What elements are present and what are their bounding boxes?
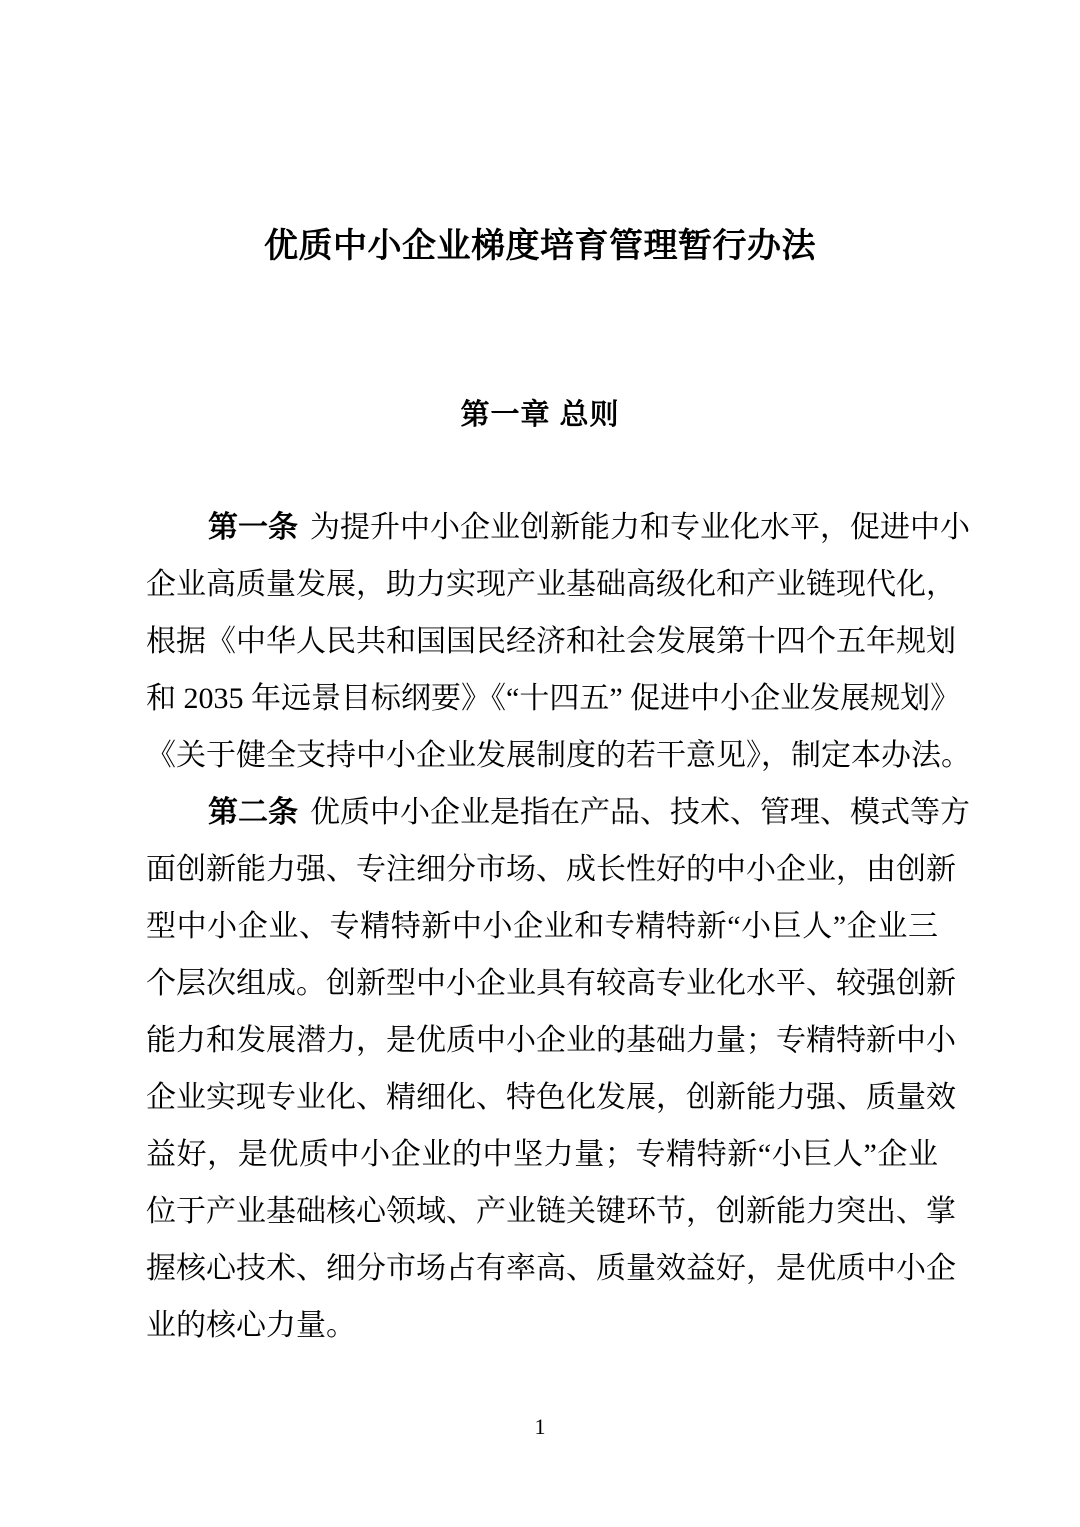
- paragraph: [146, 499, 971, 784]
- text-line: 握核心技术、细分市场占有率高、质量效益好，是优质中小企: [146, 1252, 956, 1285]
- paragraph: [146, 784, 970, 1354]
- document-title: 优质中小企业梯度培育管理暂行办法: [264, 227, 816, 265]
- page-number: 1: [534, 1414, 546, 1439]
- chapter-heading: 第一章 总则: [460, 399, 620, 431]
- text-line: 业的核心力量。: [146, 1309, 356, 1342]
- article-number-label: 第一条: [208, 511, 298, 544]
- text-line: 企业高质量发展，助力实现产业基础高级化和产业链现代化，: [146, 568, 956, 601]
- text-line: 《关于健全支持中小企业发展制度的若干意见》，制定本办法。: [146, 739, 971, 772]
- text-line: 能力和发展潜力，是优质中小企业的基础力量；专精特新中小: [146, 1024, 956, 1057]
- text-line: 面创新能力强、专注细分市场、成长性好的中小企业，由创新: [146, 853, 956, 886]
- article-number-label: 第二条: [208, 796, 298, 829]
- text-line: 和 2035 年远景目标纲要》《“十四五” 促进中小企业发展规划》: [146, 682, 961, 715]
- document-body: [146, 499, 971, 1354]
- text-line: 第二条 优质中小企业是指在产品、技术、管理、模式等方: [208, 796, 970, 829]
- text-line: 企业实现专业化、精细化、特色化发展，创新能力强、质量效: [146, 1081, 956, 1114]
- text-line: 益好，是优质中小企业的中坚力量；专精特新“小巨人”企业: [146, 1138, 938, 1171]
- text-line: 型中小企业、专精特新中小企业和专精特新“小巨人”企业三: [146, 910, 938, 943]
- text-line: 第一条 为提升中小企业创新能力和专业化水平，促进中小: [208, 511, 970, 544]
- text-line: 根据《中华人民共和国国民经济和社会发展第十四个五年规划: [146, 625, 956, 658]
- text-line: 个层次组成。创新型中小企业具有较高专业化水平、较强创新: [146, 967, 956, 1000]
- text-line: 位于产业基础核心领域、产业链关键环节，创新能力突出、掌: [146, 1195, 956, 1228]
